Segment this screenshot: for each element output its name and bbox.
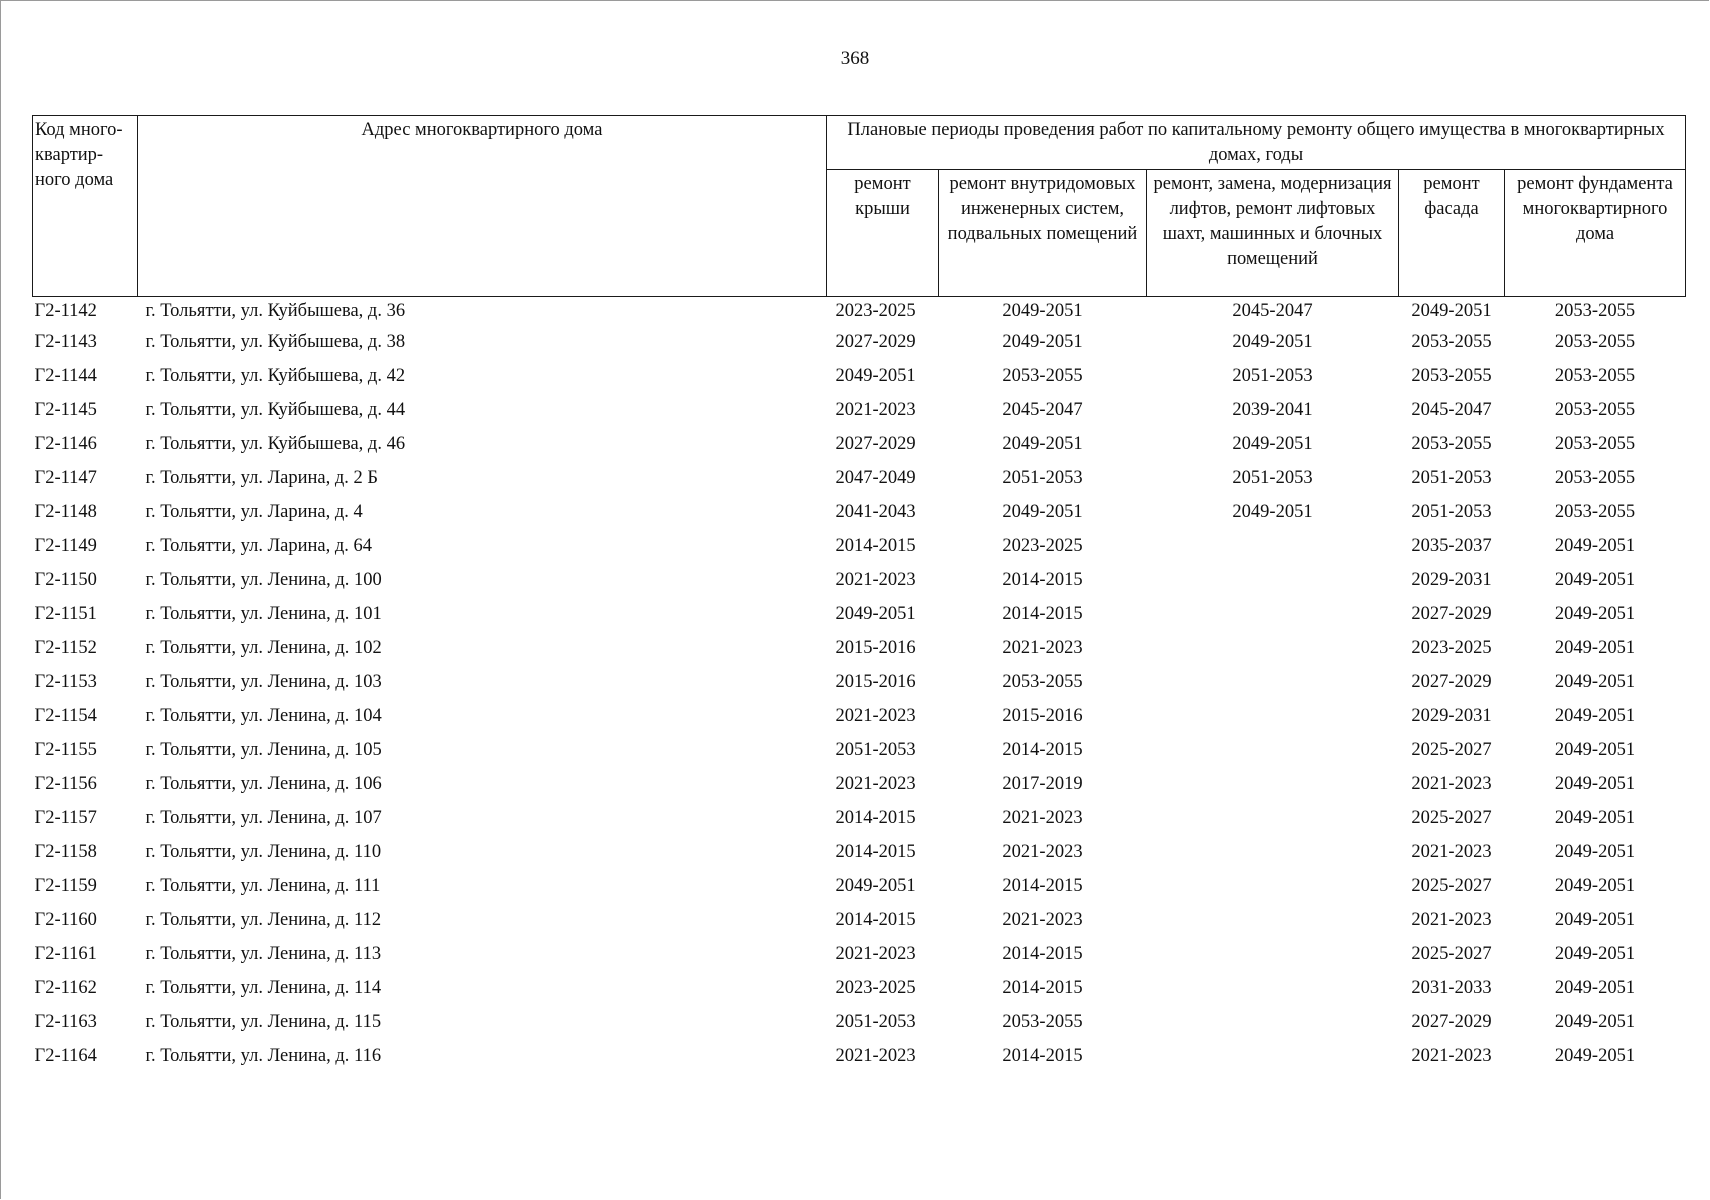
cell-code: Г2-1162 [34, 977, 97, 998]
cell-code: Г2-1147 [34, 467, 97, 488]
cell-facade: 2021-2023 [1411, 1045, 1492, 1066]
cell-address: г. Тольятти, ул. Ленина, д. 112 [145, 909, 382, 930]
cell-code: Г2-1150 [34, 569, 97, 590]
cell-roof: 2049-2051 [835, 875, 916, 896]
cell-code: Г2-1142 [34, 300, 97, 321]
cell-facade: 2031-2033 [1411, 977, 1492, 998]
page-number: 368 [840, 48, 870, 69]
cell-engineering: 2049-2051 [1002, 501, 1083, 522]
cell-code: Г2-1157 [34, 807, 97, 828]
cell-engineering: 2051-2053 [1002, 467, 1083, 488]
cell-elevators: 2049-2051 [1232, 433, 1313, 454]
cell-address: г. Тольятти, ул. Ленина, д. 104 [145, 705, 382, 726]
cell-elevators [1147, 597, 1399, 631]
cell-address: г. Тольятти, ул. Ленина, д. 100 [145, 569, 382, 590]
cell-engineering: 2014-2015 [1002, 603, 1083, 624]
cell-engineering: 2049-2051 [1002, 433, 1083, 454]
cell-foundation: 2049-2051 [1554, 943, 1636, 964]
cell-facade: 2029-2031 [1411, 569, 1492, 590]
cell-address: г. Тольятти, ул. Ларина, д. 2 Б [145, 467, 379, 488]
cell-facade: 2021-2023 [1411, 841, 1492, 862]
cell-foundation: 2053-2055 [1554, 365, 1636, 386]
cell-code: Г2-1164 [34, 1045, 97, 1066]
cell-elevators [1147, 1039, 1399, 1073]
cell-facade: 2025-2027 [1411, 739, 1492, 760]
table-row [33, 597, 1686, 631]
cell-roof: 2047-2049 [835, 467, 916, 488]
cell-elevators [1147, 971, 1399, 1005]
cell-foundation: 2049-2051 [1554, 637, 1636, 658]
cell-roof: 2023-2025 [835, 300, 916, 321]
cell-foundation: 2049-2051 [1554, 603, 1636, 624]
cell-roof: 2014-2015 [835, 807, 916, 828]
cell-code: Г2-1153 [34, 671, 97, 692]
table-row [33, 461, 1686, 495]
cell-roof: 2049-2051 [835, 365, 916, 386]
cell-code: Г2-1149 [34, 535, 97, 556]
cell-address: г. Тольятти, ул. Ленина, д. 110 [145, 841, 382, 862]
cell-code: Г2-1158 [34, 841, 97, 862]
cell-facade: 2023-2025 [1411, 637, 1492, 658]
cell-engineering: 2045-2047 [1002, 399, 1083, 420]
table-row [33, 563, 1686, 597]
table-row [33, 1005, 1686, 1039]
header-elevators: ремонт, замена, модернизация лифтов, ремонт лифтовых шахт, машинных и блочных помещений [1147, 170, 1399, 297]
header-roof: ремонт крыши [827, 170, 939, 297]
cell-code: Г2-1152 [34, 637, 97, 658]
cell-foundation: 2049-2051 [1554, 671, 1636, 692]
cell-foundation: 2049-2051 [1554, 569, 1636, 590]
cell-foundation: 2053-2055 [1554, 501, 1636, 522]
cell-code: Г2-1144 [34, 365, 97, 386]
cell-foundation: 2053-2055 [1554, 433, 1636, 454]
cell-engineering: 2014-2015 [1002, 739, 1083, 760]
cell-roof: 2021-2023 [835, 1045, 916, 1066]
table-row [33, 529, 1686, 563]
cell-elevators: 2051-2053 [1232, 365, 1313, 386]
table-row [33, 767, 1686, 801]
cell-engineering: 2021-2023 [1002, 637, 1083, 658]
header-engineering: ремонт внутридомовых инженерных систем, подвальных помещений [939, 170, 1147, 297]
cell-roof: 2051-2053 [835, 1011, 916, 1032]
cell-address: г. Тольятти, ул. Ленина, д. 101 [145, 603, 382, 624]
cell-code: Г2-1146 [34, 433, 97, 454]
cell-engineering: 2014-2015 [1002, 569, 1083, 590]
cell-roof: 2027-2029 [835, 331, 916, 352]
cell-facade: 2027-2029 [1411, 603, 1492, 624]
cell-foundation: 2049-2051 [1554, 773, 1636, 794]
cell-elevators [1147, 869, 1399, 903]
cell-engineering: 2021-2023 [1002, 909, 1083, 930]
cell-foundation: 2049-2051 [1554, 705, 1636, 726]
cell-address: г. Тольятти, ул. Куйбышева, д. 44 [145, 399, 406, 420]
table-row [33, 699, 1686, 733]
cell-elevators [1147, 835, 1399, 869]
cell-code: Г2-1148 [34, 501, 97, 522]
cell-foundation: 2053-2055 [1554, 399, 1636, 420]
repair-schedule-table [32, 115, 1686, 1073]
cell-facade: 2021-2023 [1411, 773, 1492, 794]
cell-code: Г2-1143 [34, 331, 97, 352]
cell-address: г. Тольятти, ул. Ленина, д. 116 [145, 1045, 382, 1066]
cell-address: г. Тольятти, ул. Ленина, д. 105 [145, 739, 382, 760]
cell-facade: 2025-2027 [1411, 943, 1492, 964]
cell-code: Г2-1161 [34, 943, 97, 964]
cell-roof: 2051-2053 [835, 739, 916, 760]
table-row [33, 359, 1686, 393]
cell-foundation: 2049-2051 [1554, 739, 1636, 760]
cell-facade: 2045-2047 [1411, 399, 1492, 420]
cell-address: г. Тольятти, ул. Куйбышева, д. 42 [145, 365, 406, 386]
cell-facade: 2025-2027 [1411, 807, 1492, 828]
table-row [33, 665, 1686, 699]
cell-elevators: 2049-2051 [1232, 331, 1313, 352]
table-row [33, 325, 1686, 359]
cell-address: г. Тольятти, ул. Ленина, д. 106 [145, 773, 382, 794]
cell-engineering: 2049-2051 [1002, 331, 1083, 352]
cell-facade: 2049-2051 [1411, 300, 1492, 321]
cell-code: Г2-1151 [34, 603, 97, 624]
cell-elevators [1147, 801, 1399, 835]
cell-address: г. Тольятти, ул. Ларина, д. 4 [145, 501, 363, 522]
cell-address: г. Тольятти, ул. Ленина, д. 113 [145, 943, 382, 964]
cell-foundation: 2049-2051 [1554, 1011, 1636, 1032]
cell-foundation: 2049-2051 [1554, 875, 1636, 896]
cell-engineering: 2049-2051 [1002, 300, 1083, 321]
cell-code: Г2-1155 [34, 739, 97, 760]
cell-facade: 2027-2029 [1411, 671, 1492, 692]
cell-engineering: 2053-2055 [1002, 1011, 1083, 1032]
cell-foundation: 2049-2051 [1554, 807, 1636, 828]
header-facade: ремонт фасада [1399, 170, 1505, 297]
cell-address: г. Тольятти, ул. Куйбышева, д. 36 [145, 300, 406, 321]
cell-code: Г2-1154 [34, 705, 97, 726]
cell-facade: 2035-2037 [1411, 535, 1492, 556]
cell-facade: 2029-2031 [1411, 705, 1492, 726]
cell-address: г. Тольятти, ул. Ларина, д. 64 [145, 535, 373, 556]
header-address: Адрес многоквартирного дома [138, 116, 827, 297]
cell-engineering: 2017-2019 [1002, 773, 1083, 794]
cell-foundation: 2053-2055 [1554, 331, 1636, 352]
table-row [33, 393, 1686, 427]
table-row [33, 631, 1686, 665]
cell-facade: 2025-2027 [1411, 875, 1492, 896]
cell-elevators [1147, 563, 1399, 597]
cell-foundation: 2049-2051 [1554, 977, 1636, 998]
cell-engineering: 2053-2055 [1002, 671, 1083, 692]
cell-code: Г2-1156 [34, 773, 97, 794]
cell-roof: 2021-2023 [835, 943, 916, 964]
cell-roof: 2015-2016 [835, 671, 916, 692]
cell-elevators [1147, 631, 1399, 665]
cell-address: г. Тольятти, ул. Ленина, д. 103 [145, 671, 382, 692]
cell-roof: 2021-2023 [835, 399, 916, 420]
cell-engineering: 2014-2015 [1002, 977, 1083, 998]
table-row [33, 869, 1686, 903]
cell-elevators: 2051-2053 [1232, 467, 1313, 488]
cell-code: Г2-1160 [34, 909, 97, 930]
cell-facade: 2021-2023 [1411, 909, 1492, 930]
cell-foundation: 2053-2055 [1554, 467, 1636, 488]
table-row [33, 937, 1686, 971]
cell-engineering: 2015-2016 [1002, 705, 1083, 726]
cell-facade: 2053-2055 [1411, 331, 1492, 352]
cell-engineering: 2014-2015 [1002, 1045, 1083, 1066]
table-header [33, 116, 1686, 297]
table-row [33, 835, 1686, 869]
cell-elevators [1147, 733, 1399, 767]
cell-foundation: 2049-2051 [1554, 535, 1636, 556]
cell-roof: 2023-2025 [835, 977, 916, 998]
cell-foundation: 2049-2051 [1554, 1045, 1636, 1066]
cell-roof: 2021-2023 [835, 705, 916, 726]
cell-foundation: 2049-2051 [1554, 909, 1636, 930]
cell-engineering: 2023-2025 [1002, 535, 1083, 556]
cell-roof: 2021-2023 [835, 773, 916, 794]
cell-elevators [1147, 937, 1399, 971]
cell-address: г. Тольятти, ул. Ленина, д. 107 [145, 807, 382, 828]
cell-address: г. Тольятти, ул. Ленина, д. 111 [145, 875, 381, 896]
table-row [33, 297, 1686, 326]
cell-elevators [1147, 767, 1399, 801]
cell-address: г. Тольятти, ул. Куйбышева, д. 38 [145, 331, 406, 352]
cell-elevators: 2045-2047 [1232, 300, 1313, 321]
cell-elevators [1147, 1005, 1399, 1039]
cell-roof: 2015-2016 [835, 637, 916, 658]
cell-code: Г2-1145 [34, 399, 97, 420]
cell-address: г. Тольятти, ул. Куйбышева, д. 46 [145, 433, 406, 454]
header-row-top [33, 116, 1686, 170]
cell-roof: 2014-2015 [835, 841, 916, 862]
cell-facade: 2027-2029 [1411, 1011, 1492, 1032]
table-row [33, 427, 1686, 461]
cell-engineering: 2021-2023 [1002, 807, 1083, 828]
cell-engineering: 2014-2015 [1002, 943, 1083, 964]
cell-elevators: 2039-2041 [1232, 399, 1313, 420]
cell-facade: 2051-2053 [1411, 501, 1492, 522]
cell-roof: 2014-2015 [835, 535, 916, 556]
header-foundation: ремонт фундамента многоквартирного дома [1505, 170, 1686, 297]
table-row [33, 1039, 1686, 1073]
table-row [33, 801, 1686, 835]
cell-address: г. Тольятти, ул. Ленина, д. 115 [145, 1011, 382, 1032]
table-row [33, 495, 1686, 529]
cell-engineering: 2053-2055 [1002, 365, 1083, 386]
cell-elevators [1147, 699, 1399, 733]
cell-roof: 2021-2023 [835, 569, 916, 590]
cell-facade: 2051-2053 [1411, 467, 1492, 488]
cell-foundation: 2053-2055 [1554, 300, 1636, 321]
table-row [33, 733, 1686, 767]
cell-code: Г2-1159 [34, 875, 97, 896]
cell-engineering: 2014-2015 [1002, 875, 1083, 896]
cell-code: Г2-1163 [34, 1011, 97, 1032]
cell-roof: 2027-2029 [835, 433, 916, 454]
cell-facade: 2053-2055 [1411, 433, 1492, 454]
table-body [33, 297, 1686, 1074]
table-row [33, 971, 1686, 1005]
cell-facade: 2053-2055 [1411, 365, 1492, 386]
cell-address: г. Тольятти, ул. Ленина, д. 114 [145, 977, 382, 998]
header-periods-group: Плановые периоды проведения работ по капитальному ремонту общего имущества в многоквартирных домах, годы [827, 116, 1686, 170]
cell-foundation: 2049-2051 [1554, 841, 1636, 862]
cell-elevators [1147, 903, 1399, 937]
cell-elevators [1147, 665, 1399, 699]
cell-roof: 2014-2015 [835, 909, 916, 930]
cell-roof: 2041-2043 [835, 501, 916, 522]
table-row [33, 903, 1686, 937]
cell-engineering: 2021-2023 [1002, 841, 1083, 862]
cell-elevators [1147, 529, 1399, 563]
cell-roof: 2049-2051 [835, 603, 916, 624]
cell-elevators: 2049-2051 [1232, 501, 1313, 522]
header-code: Код много-квартир-ного дома [33, 116, 138, 297]
cell-address: г. Тольятти, ул. Ленина, д. 102 [145, 637, 382, 658]
